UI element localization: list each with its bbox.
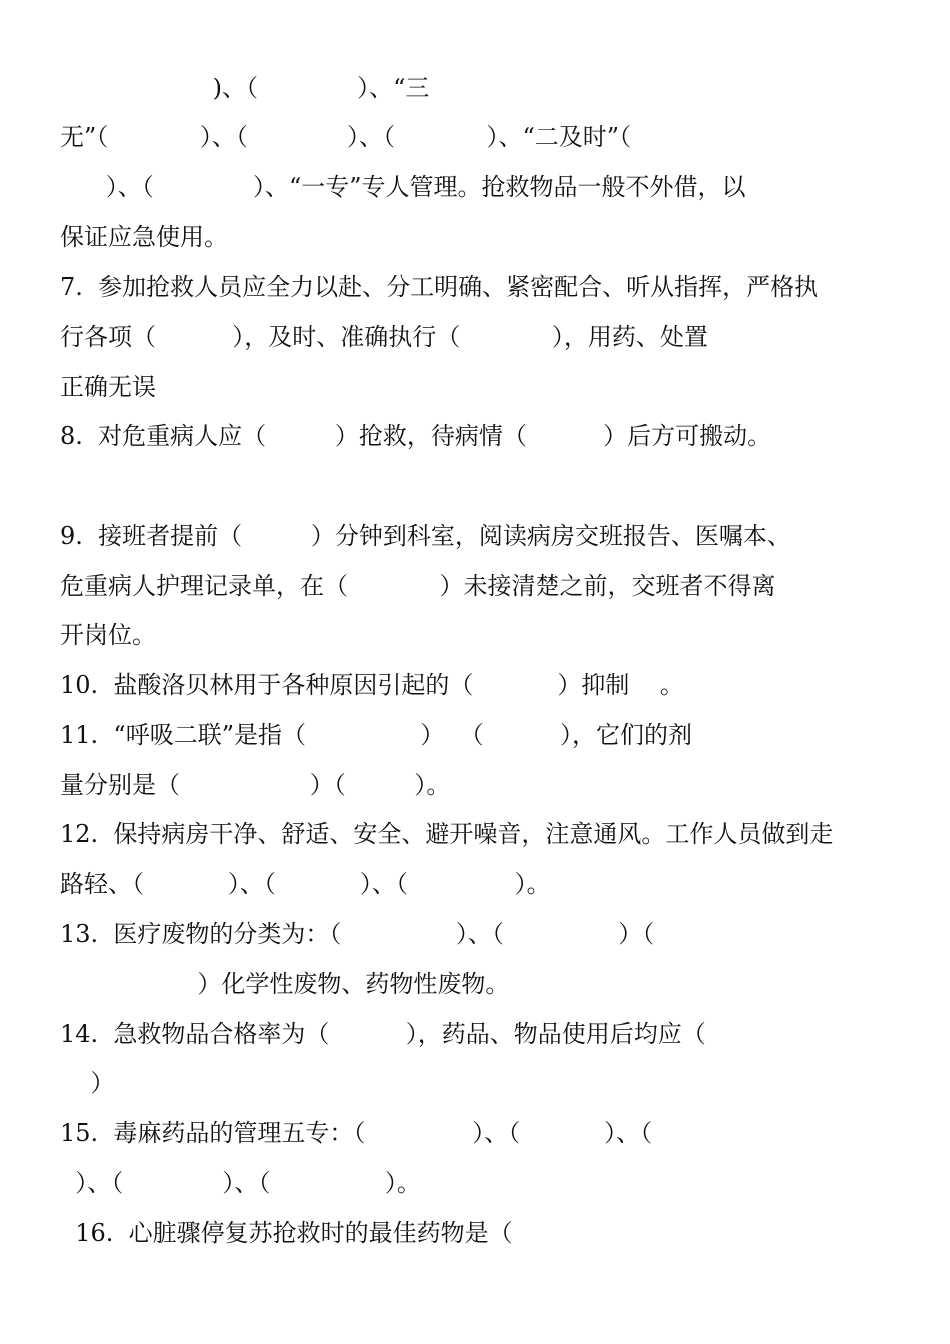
item-14-line-1: 14. 急救物品合格率为（ ），药品、物品使用后均应（ <box>60 1020 706 1048</box>
item-13-line-2: ）化学性废物、药物性废物。 <box>60 970 510 998</box>
item-15-line-1: 15. 毒麻药品的管理五专：（ ）、（ ）、（ <box>60 1119 653 1147</box>
text-line-2: 无”（ ）、（ ）、（ ）、“二及时”（ <box>60 123 632 151</box>
item-9-line-3: 开岗位。 <box>60 621 156 649</box>
item-16-line-1: 16. 心脏骤停复苏抢救时的最佳药物是（ <box>60 1219 513 1247</box>
item-7-line-2: 行各项（ ），及时、准确执行（ ），用药、处置 <box>60 323 708 351</box>
text-line-4: 保证应急使用。 <box>60 223 228 251</box>
text-line-1: )、（ ）、“三 <box>60 74 430 102</box>
item-15-line-2: ）、（ ）、（ ）。 <box>60 1169 421 1197</box>
item-11-line-1: 11. “呼吸二联”是指（ ） （ ），它们的剂 <box>60 721 692 749</box>
item-10-line-1: 10. 盐酸洛贝林用于各种原因引起的（ ）抑制 。 <box>60 671 684 699</box>
item-9-line-1: 9. 接班者提前（ ）分钟到科室，阅读病房交班报告、医嘱本、 <box>60 522 791 550</box>
item-11-line-2: 量分别是（ ）（ ）。 <box>60 771 451 799</box>
item-9-line-2: 危重病人护理记录单，在（ ）未接清楚之前，交班者不得离 <box>60 572 776 600</box>
item-12-line-1: 12. 保持病房干净、舒适、安全、避开噪音，注意通风。工作人员做到走 <box>60 820 834 848</box>
item-8-line-1: 8. 对危重病人应（ ）抢救，待病情（ ）后方可搬动。 <box>60 422 772 450</box>
item-7-line-1: 7. 参加抢救人员应全力以赴、分工明确、紧密配合、听从指挥，严格执 <box>60 273 819 301</box>
item-13-line-1: 13. 医疗废物的分类为：（ ）、（ ）（ <box>60 920 655 948</box>
text-line-3: ）、（ ）、“一专”专人管理。抢救物品一般不外借，以 <box>60 173 746 201</box>
item-14-line-2: ） <box>60 1069 115 1097</box>
item-12-line-2: 路轻、（ ）、（ ）、（ ）。 <box>60 870 551 898</box>
item-7-line-3: 正确无误 <box>60 373 156 401</box>
